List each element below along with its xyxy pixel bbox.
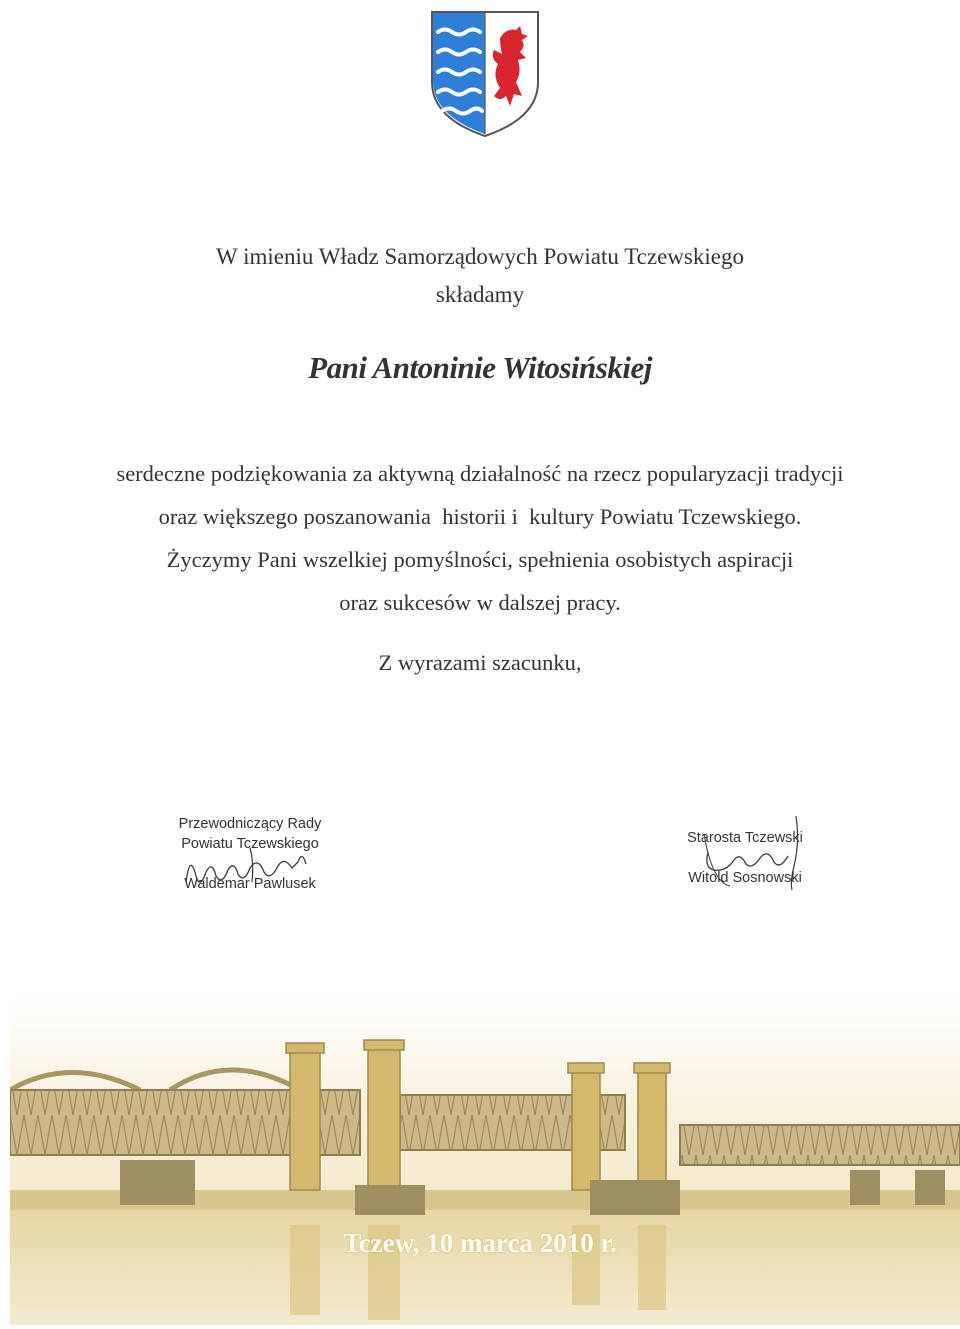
signature-block-left [150, 814, 350, 894]
body-line-2: oraz większego poszanowania historii i kultury Powiatu Tczewskiego. [158, 504, 802, 529]
body-line-4: oraz sukcesów w dalszej pracy. [339, 590, 621, 615]
signer-left-name: Waldemar Pawlusek [184, 876, 316, 892]
closing-salutation: Z wyrazami szacunku, [378, 650, 582, 675]
body-text [0, 452, 960, 624]
intro-line-1: W imieniu Władz Samorządowych Powiatu Tczewskiego [216, 244, 744, 269]
body-line-3: Życzymy Pani wszelkiej pomyślności, spełnienia osobistych aspiracji [166, 547, 794, 572]
intro-text [0, 238, 960, 314]
date-place: Tczew, 10 marca 2010 r. [343, 1228, 617, 1258]
signature-block-right [660, 828, 830, 888]
signer-left-title-1: Przewodniczący Rady [178, 816, 322, 832]
intro-line-2: składamy [435, 282, 525, 307]
signer-right-name: Witold Sosnowski [688, 870, 802, 886]
coat-of-arms-icon [430, 10, 540, 138]
signer-left-title-2: Powiatu Tczewskiego [181, 836, 319, 852]
body-line-1: serdeczne podziękowania za aktywną działalność na rzecz popularyzacji tradycji [116, 461, 844, 486]
recipient-name: Pani Antoninie Witosińskiej [308, 350, 652, 385]
signer-right-title: Starosta Tczewski [687, 830, 803, 846]
tczew-bridge-photo [10, 995, 960, 1325]
